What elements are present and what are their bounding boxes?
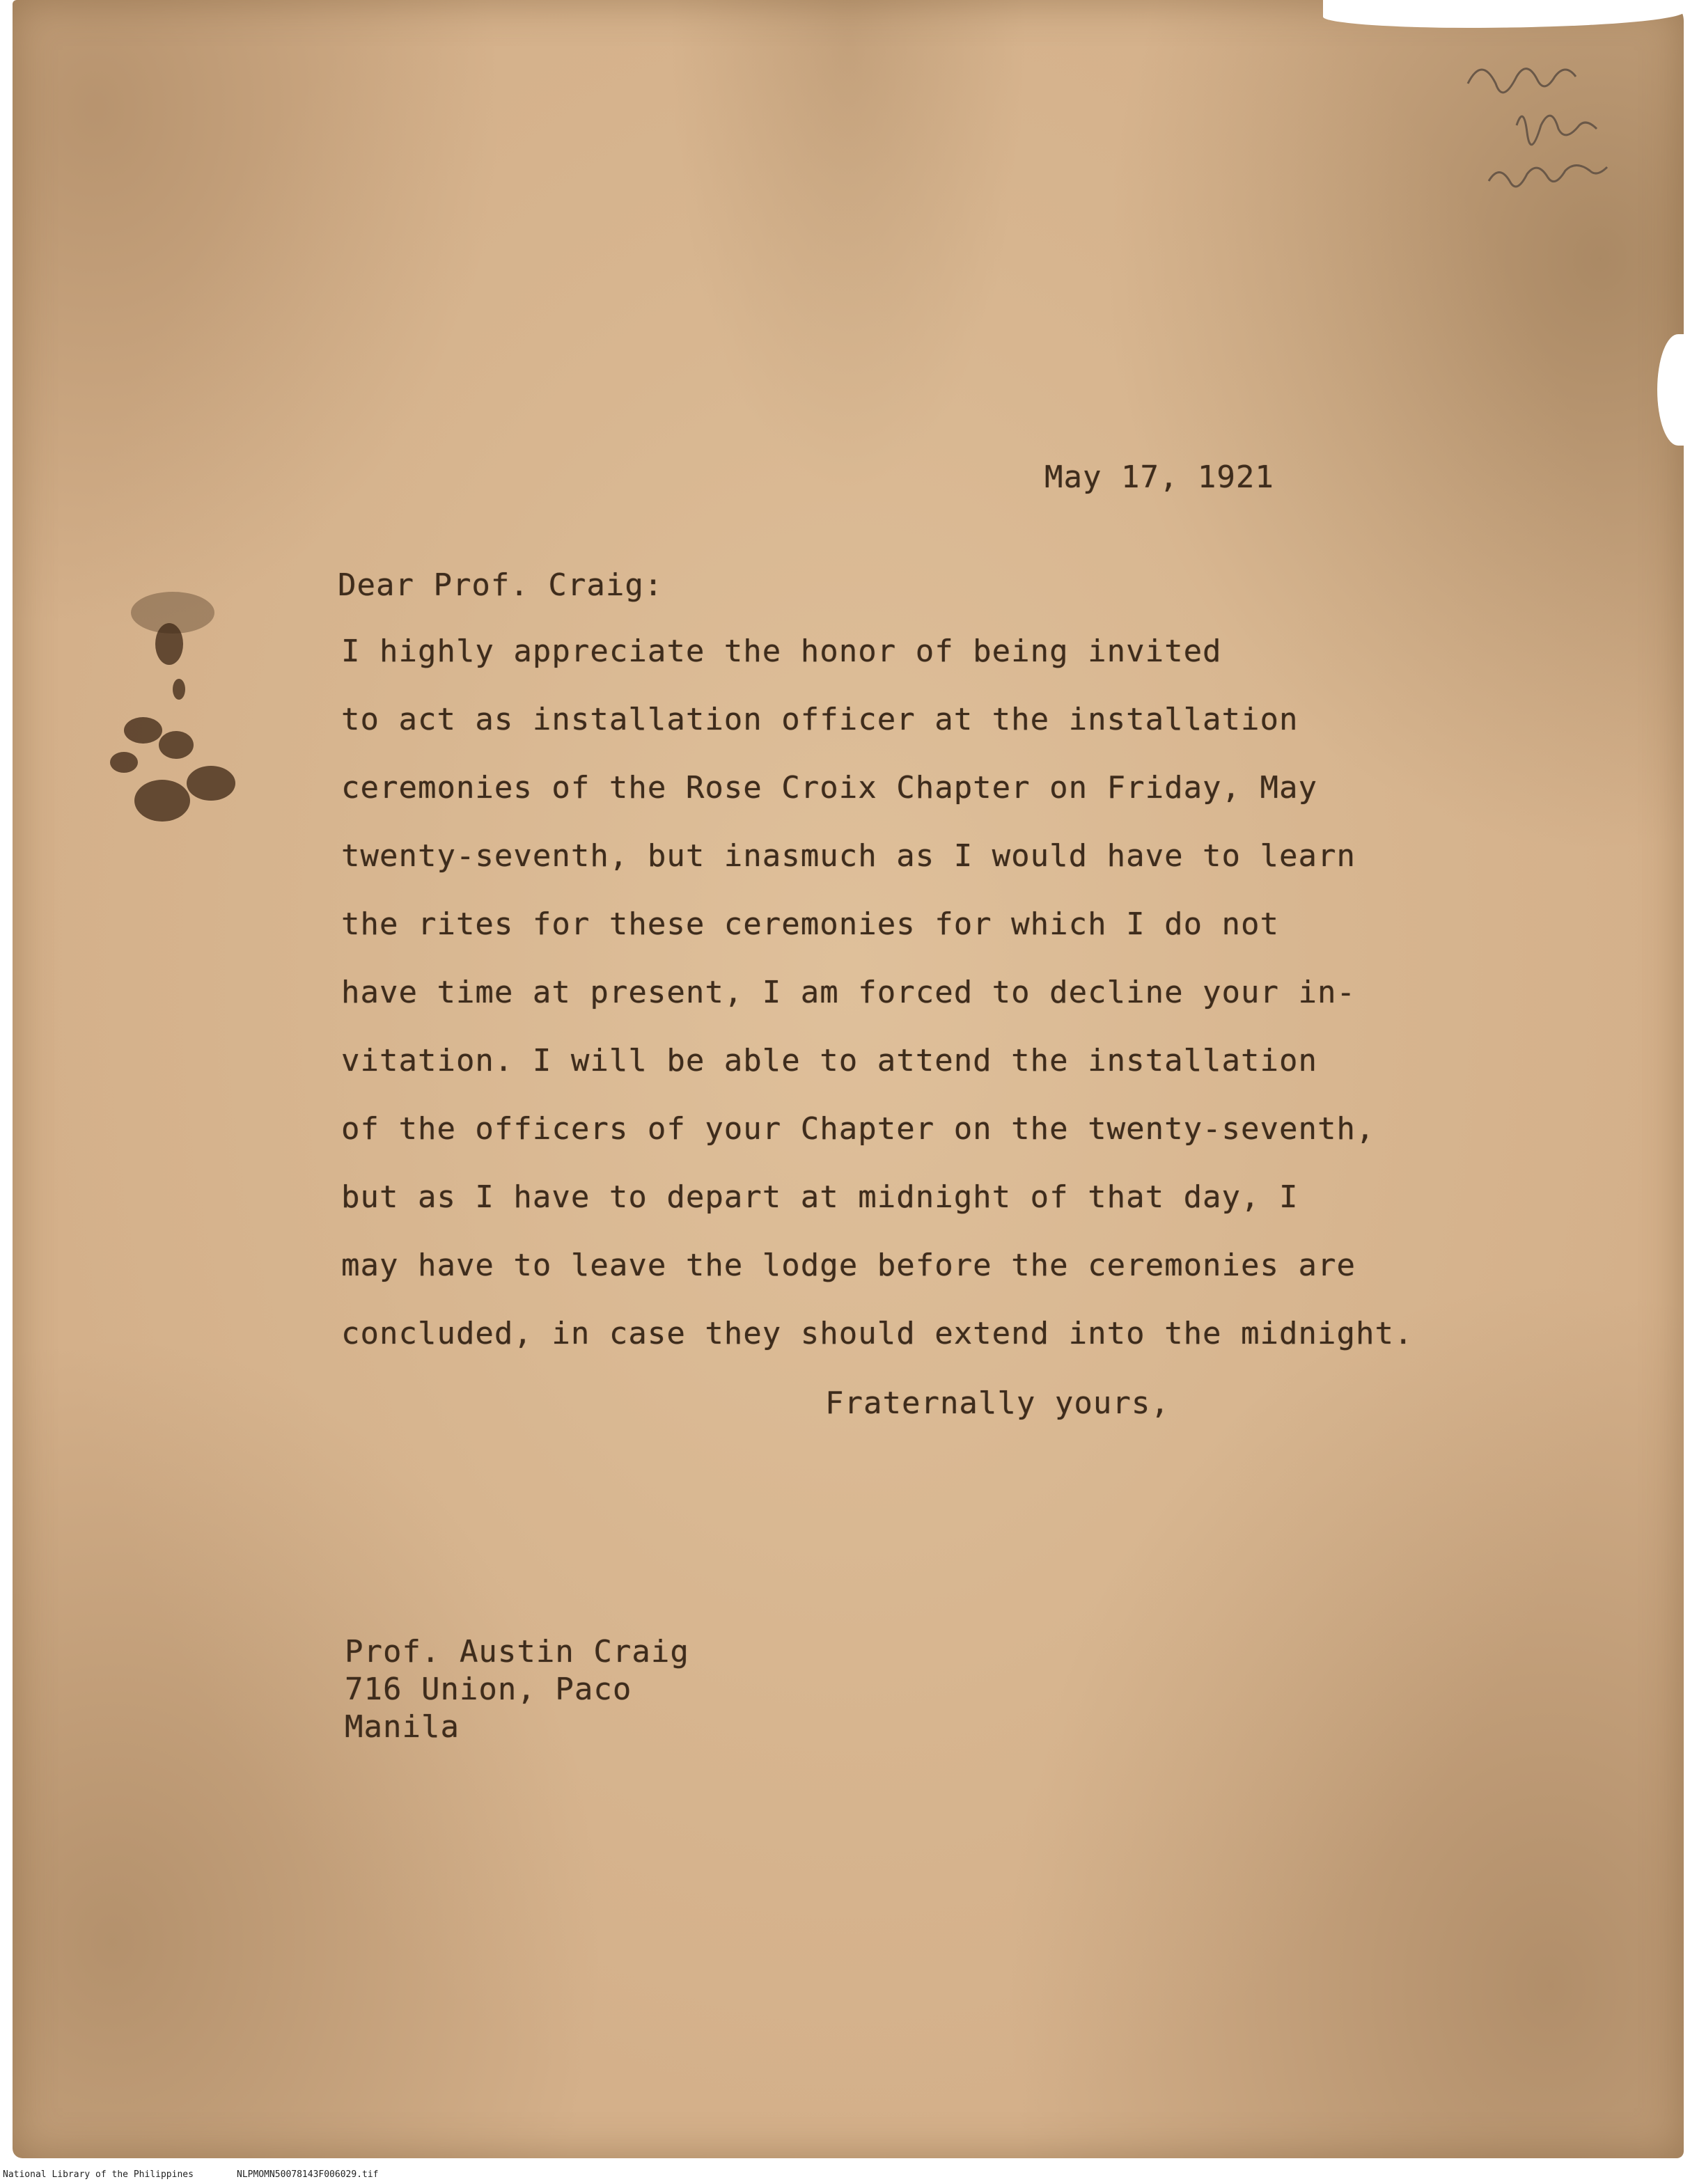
footer-filename: NLPMOMN50078143F006029.tif (237, 2169, 379, 2180)
letter-closing: Fraternally yours, (825, 1385, 1170, 1421)
handwritten-annotation (1454, 42, 1691, 223)
torn-edge (1657, 334, 1699, 446)
letter-paper (13, 0, 1684, 2158)
body-line: have time at present, I am forced to decline your in- (341, 975, 1356, 1010)
body-line: vitation. I will be able to attend the installation (341, 1043, 1318, 1078)
body-line: the rites for these ceremonies for which I do not (341, 906, 1280, 942)
ink-stain (124, 717, 162, 744)
body-line: concluded, in case they should extend into the midnight. (341, 1316, 1414, 1351)
body-line: I highly appreciate the honor of being invited (341, 634, 1222, 669)
ink-stain (134, 780, 190, 822)
body-line: of the officers of your Chapter on the twenty-seventh, (341, 1111, 1375, 1147)
address-line: 716 Union, Paco (345, 1672, 632, 1707)
recipient-address (345, 1633, 689, 1746)
body-line: ceremonies of the Rose Croix Chapter on Friday, May (341, 770, 1318, 806)
body-line: but as I have to depart at midnight of that day, I (341, 1179, 1299, 1215)
ink-stain (110, 752, 138, 773)
ink-stain (187, 766, 235, 801)
body-line: may have to leave the lodge before the ceremonies are (341, 1248, 1356, 1283)
address-line: Manila (345, 1709, 460, 1745)
address-line: Prof. Austin Craig (345, 1634, 689, 1670)
ink-stain (173, 679, 185, 700)
ink-stain (155, 623, 183, 665)
body-line: to act as installation officer at the installation (341, 702, 1299, 737)
scan-footer (0, 2164, 1706, 2184)
letter-salutation: Dear Prof. Craig: (338, 567, 664, 603)
footer-institution: National Library of the Philippines (3, 2169, 194, 2180)
ink-stain (159, 731, 194, 759)
body-line: twenty-seventh, but inasmuch as I would have to learn (341, 838, 1356, 874)
letter-date: May 17, 1921 (1044, 459, 1274, 495)
